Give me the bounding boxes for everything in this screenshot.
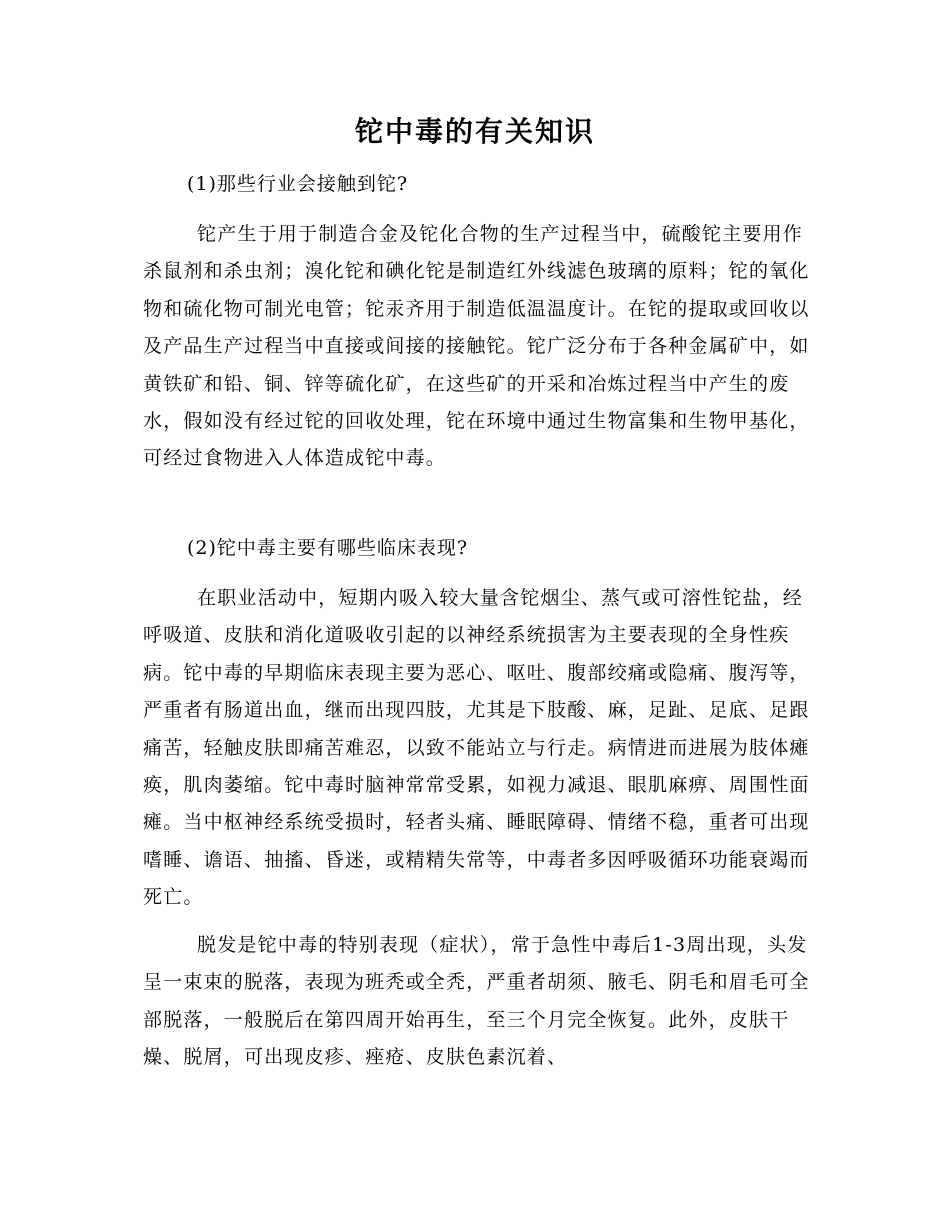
paragraph-1: 铊产生于用于制造合金及铊化合物的生产过程当中，硫酸铊主要用作杀鼠剂和杀虫剂；溴化铊和碘化铊是制造红外线滤色玻璃的原料；铊的氧化物和硫化物可制光电管；铊汞齐用于制造低温温度计。在铊的提取或回收以及产品生产过程当中直接或间接的接触铊。铊广泛分布于各种金属矿中，如黄铁矿和铅、铜、锌等硫化矿，在这些矿的开采和冶炼过程当中产生的废水，假如没有经过铊的回收处理，铊在环境中通过生物富集和生物甲基化，可经过食物进入人体造成铊中毒。 bbox=[143, 223, 810, 470]
paragraph-2: 在职业活动中，短期内吸入较大量含铊烟尘、蒸气或可溶性铊盐，经呼吸道、皮肤和消化道吸收引起的以神经系统损害为主要表现的全身性疾病。铊中毒的早期临床表现主要为恶心、呕吐、腹部绞痛或隐痛、腹泻等，严重者有肠道出血，继而出现四肢，尤其是下肢酸、麻，足趾、足底、足跟痛苦，轻触皮肤即痛苦难忍，以致不能站立与行走。病情进而进展为肢体瘫痪，肌肉萎缩。铊中毒时脑神常常受累，如视力减退、眼肌麻痹、周围性面瘫。当中枢神经系统受损时，轻者头痛、睡眠障碍、情绪不稳，重者可出现嗜睡、谵语、抽搐、昏迷，或精精失常等，中毒者多因呼吸循环功能衰竭而死亡。 bbox=[143, 587, 810, 909]
paragraph-3: 脱发是铊中毒的特别表现（症状），常于急性中毒后1-3周出现，头发呈一束束的脱落，表现为班秃或全秃，严重者胡须、腋毛、阴毛和眉毛可全部脱落，一般脱后在第四周开始再生，至三个月完全恢复。此外，皮肤干燥、脱屑，可出现皮疹、痤疮、皮肤色素沉着、 bbox=[143, 934, 810, 1069]
page-title: 铊中毒的有关知识 bbox=[354, 115, 595, 148]
question-heading-2: (2)铊中毒主要有哪些临床表现? bbox=[187, 537, 469, 559]
question-heading-1: (1)那些行业会接触到铊? bbox=[187, 173, 409, 195]
